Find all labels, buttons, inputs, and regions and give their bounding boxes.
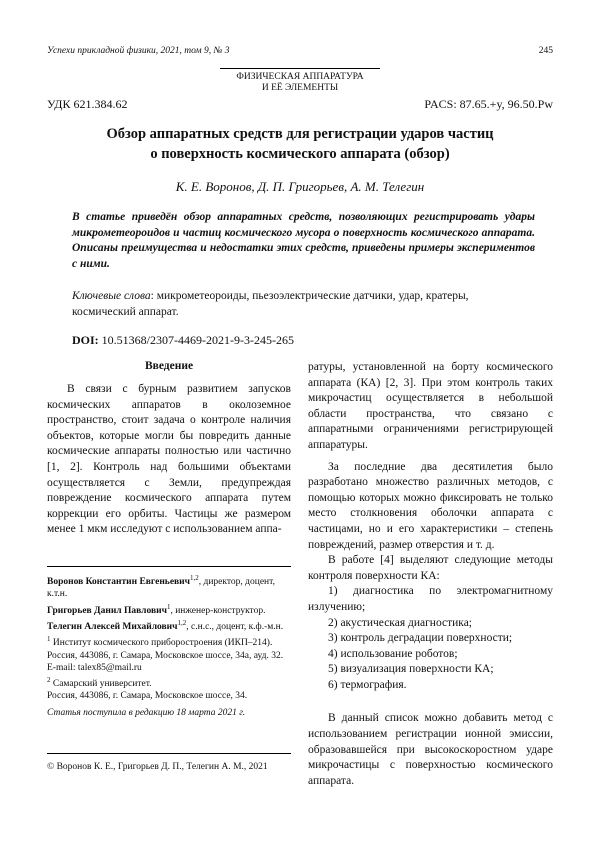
right-paragraph-3: В работе [4] выделяют следующие методы контроля поверхности КА: <box>308 554 553 582</box>
section-heading-introduction: Введение <box>144 360 194 372</box>
author-role: , директор, доцент, к.т.н. <box>47 577 275 600</box>
received-date: Статья поступила в редакцию 18 марта 2021 г. <box>47 707 246 718</box>
article-title <box>90 124 510 164</box>
institution-name: Институт космического приборостроения (ИКП–214). <box>50 638 273 649</box>
list-item: 1) диагностика по электромагнитному излучению; <box>308 585 553 613</box>
rubric-top-rule <box>220 68 380 69</box>
doi <box>72 333 294 348</box>
author-role: , с.н.с., доцент, к.ф.-м.н. <box>186 622 284 633</box>
copyright-divider <box>47 753 291 754</box>
list-item: 4) использование роботов; <box>328 647 458 660</box>
right-paragraph-2: За последние два десятилетия было разработано множество различных методов, с помощью которых можно фиксировать не только место столкновения оболочки аппарата с частицами, но и его характеристики – степень повреждений, размер отверстия и т. д. <box>308 460 553 551</box>
address-1: Россия, 443086, г. Самара, Московское шоссе, 34а, ауд. 32. <box>47 650 284 661</box>
rubric-line-2: И ЕЁ ЭЛЕМЕНТЫ <box>261 83 339 93</box>
list-item: 6) термография. <box>328 678 407 691</box>
author-list: К. Е. Воронов, Д. П. Григорьев, А. М. Телегин <box>175 179 425 194</box>
right-paragraph-4: В данный список можно добавить метод с использованием регистрации ионной эмиссии, образовавшейся при высокоскоростном ударе микрочастицы с поверхностью космического аппарата. <box>308 712 553 787</box>
affiliation-voronov <box>47 572 291 601</box>
doi-value: 10.51368/2307-4469-2021-9-3-245-265 <box>98 333 294 347</box>
intro-body <box>47 382 291 538</box>
rubric <box>220 72 380 94</box>
rubric-line-1: ФИЗИЧЕСКАЯ АППАРАТУРА <box>236 72 364 82</box>
author-name: Телегин Алексей Михайлович <box>47 622 178 633</box>
affiliation-telegin <box>47 617 291 633</box>
right-column-body <box>308 360 553 789</box>
pacs-code: PACS: 87.65.+y, 96.50.Pw <box>424 97 553 111</box>
list-item: 3) контроль деградации поверхности; <box>328 632 513 645</box>
running-header-journal: Успехи прикладной физики, 2021, том 9, № 3 <box>47 46 230 56</box>
keywords-text: : микрометеороиды, пьезоэлектрические датчики, удар, кратеры, космический аппарат. <box>72 290 469 318</box>
udc-code: УДК 621.384.62 <box>47 97 128 111</box>
copyright: © Воронов К. Е., Григорьев Д. П., Телегин А. М., 2021 <box>47 762 268 772</box>
address-2: Россия, 443086, г. Самара, Московское шоссе, 34. <box>47 691 248 702</box>
institution-2 <box>47 674 291 690</box>
institution-name: Самарский университет. <box>50 679 152 690</box>
author-name: Воронов Константин Евгеньевич <box>47 577 191 588</box>
author-role: , инженер-конструктор. <box>170 605 266 616</box>
affiliation-marker: 1,2 <box>177 618 187 627</box>
affiliation-grigoriev <box>47 601 291 617</box>
doi-label: DOI: <box>72 333 99 347</box>
keywords-label: Ключевые слова <box>72 290 151 302</box>
footnote-divider <box>47 566 291 567</box>
title-line-2: о поверхность космического аппарата (обзор) <box>150 146 450 162</box>
author-affiliations <box>47 572 291 719</box>
title-line-1: Обзор аппаратных средств для регистрации ударов частиц <box>106 126 494 142</box>
affiliation-marker: 1,2 <box>190 574 199 582</box>
affiliation-marker: 1 <box>166 602 171 611</box>
email-address: E-mail: talex85@mail.ru <box>47 662 142 673</box>
affiliation-marker: 2 <box>47 676 51 685</box>
list-item: 5) визуализация поверхности КА; <box>328 663 494 676</box>
keywords <box>72 289 535 320</box>
page-number: 245 <box>538 46 553 56</box>
intro-paragraph-1: В связи с бурным развитием запусков космических аппаратов в околоземное пространство, стоит задача о контроле наличия объектов, которые могли бы повредить данные космические аппараты полностью или частично [1, 2]. Контроль над большими объектами осуществляется с Земли, предупреждая повреждение космического аппарата путем коррекции его орбиты. Частицы же размером менее 1 мкм исследуют с использованием аппа- <box>47 383 291 536</box>
abstract: В статье приведён обзор аппаратных средств, позволяющих регистрировать удары микрометеороидов и частиц космического мусора о поверхность космического аппарата. Описаны преимущества и недостатки этих средств, приведены примеры экспериментов с ними. <box>72 211 535 270</box>
methods-list <box>308 584 553 693</box>
affiliation-marker: 1 <box>47 635 51 644</box>
list-item: 2) акустическая диагностика; <box>328 616 472 629</box>
right-paragraph-1: ратуры, установленной на борту космического аппарата (КА) [2, 3]. При этом контроль таких микрочастиц осуществляется в небольшой области пространства, что связано с аппаратными ограничениями регистрирующей аппаратуры. <box>308 361 553 451</box>
institution-1 <box>47 633 291 649</box>
author-name: Григорьев Данил Павлович <box>47 605 167 616</box>
